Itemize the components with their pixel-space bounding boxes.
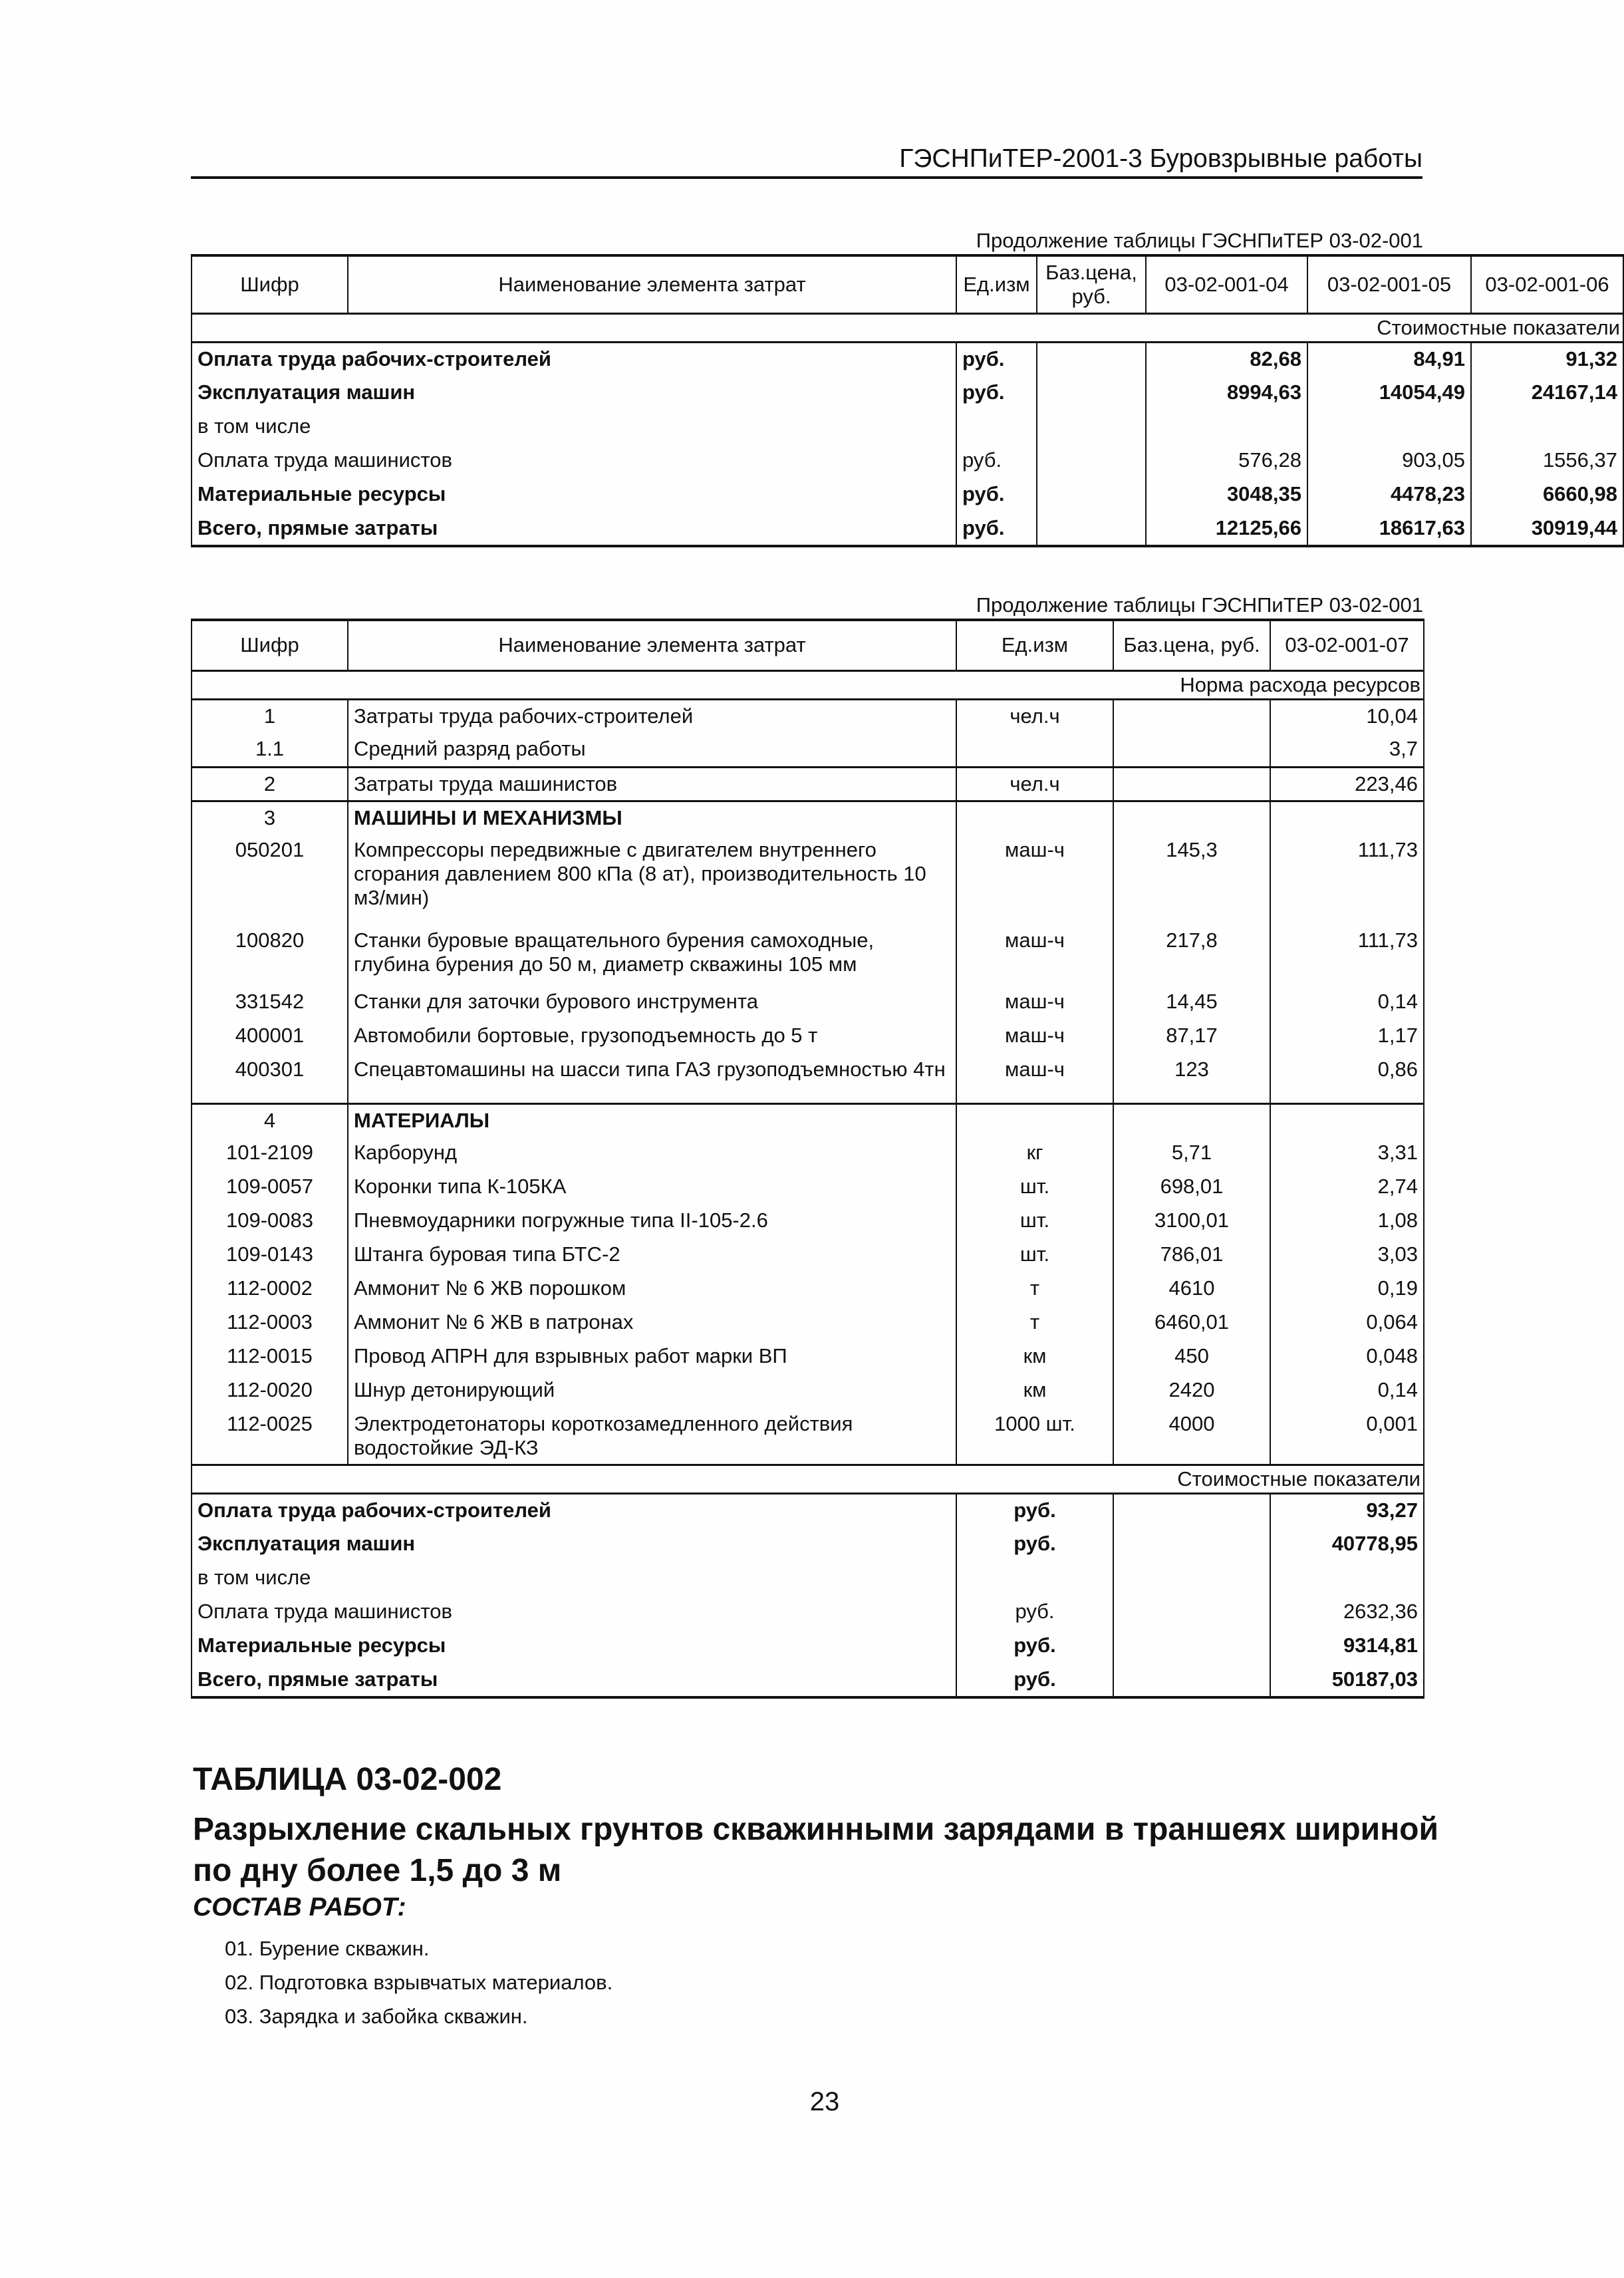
price-cell: 145,3 xyxy=(1113,834,1270,925)
table-row xyxy=(192,1596,1424,1630)
unit-cell: маш-ч xyxy=(956,986,1113,1020)
value-cell: 18617,63 xyxy=(1307,512,1471,546)
norm-cell: 3,31 xyxy=(1270,1137,1424,1171)
name-cell: Аммонит № 6 ЖВ в патронах xyxy=(348,1306,956,1340)
unit-cell: т xyxy=(956,1272,1113,1306)
value-cell: 1556,37 xyxy=(1471,444,1623,478)
name-cell: Затраты труда машинистов xyxy=(348,767,956,801)
norm-cell: 2,74 xyxy=(1270,1171,1424,1205)
price-cell: 4610 xyxy=(1113,1272,1270,1306)
row-label: Оплата труда машинистов xyxy=(192,1596,956,1630)
unit-cell: руб. xyxy=(956,478,1037,512)
value-cell: 93,27 xyxy=(1270,1494,1424,1528)
row-label: Материальные ресурсы xyxy=(192,478,956,512)
unit-cell xyxy=(956,733,1113,767)
price-cell: 4000 xyxy=(1113,1408,1270,1465)
unit-cell: руб. xyxy=(956,512,1037,546)
name-cell: Карборунд xyxy=(348,1137,956,1171)
header-col-07: 03-02-001-07 xyxy=(1270,620,1424,670)
value-cell: 9314,81 xyxy=(1270,1630,1424,1663)
norm-cell: 223,46 xyxy=(1270,767,1424,801)
norm-cell: 0,14 xyxy=(1270,1374,1424,1408)
price-cell: 6460,01 xyxy=(1113,1306,1270,1340)
code-cell: 1.1 xyxy=(192,733,348,767)
unit-cell: шт. xyxy=(956,1238,1113,1272)
unit-cell: руб. xyxy=(956,1596,1113,1630)
code-cell: 112-0002 xyxy=(192,1272,348,1306)
table-row xyxy=(192,1663,1424,1697)
norm-cell: 1,08 xyxy=(1270,1205,1424,1238)
composition-label: СОСТАВ РАБОТ: xyxy=(193,1893,406,1922)
header-col-06: 03-02-001-06 xyxy=(1471,255,1623,314)
norm-cell: 3,03 xyxy=(1270,1238,1424,1272)
unit-cell xyxy=(956,801,1113,834)
unit-cell: руб. xyxy=(956,1494,1113,1528)
value-cell: 576,28 xyxy=(1146,444,1307,478)
table-row xyxy=(192,1137,1424,1171)
unit-cell: руб. xyxy=(956,1663,1113,1697)
unit-cell: маш-ч xyxy=(956,1020,1113,1054)
code-cell: 112-0015 xyxy=(192,1340,348,1374)
norm-cell xyxy=(1270,801,1424,834)
work-item: 03. Зарядка и забойка скважин. xyxy=(225,2005,528,2028)
value-cell: 14054,49 xyxy=(1307,376,1471,410)
price-cell: 2420 xyxy=(1113,1374,1270,1408)
name-cell: МАТЕРИАЛЫ xyxy=(348,1104,956,1137)
name-cell: Станки для заточки бурового инструмента xyxy=(348,986,956,1020)
price-cell: 123 xyxy=(1113,1054,1270,1104)
value-cell: 82,68 xyxy=(1146,343,1307,376)
price-cell xyxy=(1113,1104,1270,1137)
table-row xyxy=(192,1171,1424,1205)
code-cell: 100820 xyxy=(192,925,348,986)
price-cell: 14,45 xyxy=(1113,986,1270,1020)
name-cell: МАШИНЫ И МЕХАНИЗМЫ xyxy=(348,801,956,834)
table1-continuation-note: Продолжение таблицы ГЭСНПиТЕР 03-02-001 xyxy=(976,229,1423,252)
code-cell: 4 xyxy=(192,1104,348,1137)
name-cell: Штанга буровая типа БТС-2 xyxy=(348,1238,956,1272)
norm-cell: 3,7 xyxy=(1270,733,1424,767)
value-cell: 50187,03 xyxy=(1270,1663,1424,1697)
norm-cell: 0,064 xyxy=(1270,1306,1424,1340)
code-cell: 400001 xyxy=(192,1020,348,1054)
norm-cell: 0,048 xyxy=(1270,1340,1424,1374)
table-row xyxy=(192,1374,1424,1408)
value-cell: 8994,63 xyxy=(1146,376,1307,410)
norm-cell: 0,14 xyxy=(1270,986,1424,1020)
name-cell: Станки буровые вращательного бурения самоходные, глубина бурения до 50 м, диаметр скважины 105 мм xyxy=(348,925,956,986)
value-cell: 24167,14 xyxy=(1471,376,1623,410)
table-row xyxy=(192,767,1424,801)
norm-cell: 111,73 xyxy=(1270,834,1424,925)
code-cell: 101-2109 xyxy=(192,1137,348,1171)
code-cell: 2 xyxy=(192,767,348,801)
value-cell: 3048,35 xyxy=(1146,478,1307,512)
row-label: Эксплуатация машин xyxy=(192,376,956,410)
header-code: Шифр xyxy=(192,620,348,670)
unit-cell: км xyxy=(956,1340,1113,1374)
name-cell: Затраты труда рабочих-строителей xyxy=(348,699,956,733)
table-row xyxy=(192,1528,1424,1562)
price-cell: 217,8 xyxy=(1113,925,1270,986)
unit-cell: т xyxy=(956,1306,1113,1340)
price-cell: 87,17 xyxy=(1113,1020,1270,1054)
unit-cell: руб. xyxy=(956,1630,1113,1663)
table2-subheader: Норма расхода ресурсов xyxy=(1270,670,1424,699)
header-unit: Ед.изм xyxy=(956,255,1037,314)
unit-cell: шт. xyxy=(956,1171,1113,1205)
table-row xyxy=(192,1205,1424,1238)
table-row xyxy=(192,699,1424,733)
header-col-04: 03-02-001-04 xyxy=(1146,255,1307,314)
table1-cost-summary xyxy=(191,254,1624,547)
norm-cell: 0,86 xyxy=(1270,1054,1424,1104)
value-cell: 30919,44 xyxy=(1471,512,1623,546)
row-label: Оплата труда рабочих-строителей xyxy=(192,343,956,376)
norm-cell: 1,17 xyxy=(1270,1020,1424,1054)
header-name: Наименование элемента затрат xyxy=(348,620,956,670)
unit-cell: км xyxy=(956,1374,1113,1408)
table-row xyxy=(192,1494,1424,1528)
row-label: Оплата труда машинистов xyxy=(192,444,956,478)
value-cell: 84,91 xyxy=(1307,343,1471,376)
code-cell: 112-0003 xyxy=(192,1306,348,1340)
name-cell: Автомобили бортовые, грузоподъемность до 5 т xyxy=(348,1020,956,1054)
table-row xyxy=(192,1272,1424,1306)
row-label: Оплата труда рабочих-строителей xyxy=(192,1494,956,1528)
value-cell: 91,32 xyxy=(1471,343,1623,376)
value-cell xyxy=(1270,1562,1424,1596)
header-base-price: Баз.цена, руб. xyxy=(1113,620,1270,670)
unit-cell: 1000 шт. xyxy=(956,1408,1113,1465)
table-row xyxy=(192,986,1424,1020)
price-cell: 698,01 xyxy=(1113,1171,1270,1205)
code-cell: 112-0025 xyxy=(192,1408,348,1465)
table2-cost-subheader: Стоимостные показатели xyxy=(1270,1465,1424,1494)
unit-cell xyxy=(956,1104,1113,1137)
code-cell: 3 xyxy=(192,801,348,834)
unit-cell: маш-ч xyxy=(956,925,1113,986)
table-row xyxy=(192,1020,1424,1054)
unit-cell: руб. xyxy=(956,376,1037,410)
value-cell: 903,05 xyxy=(1307,444,1471,478)
price-cell: 5,71 xyxy=(1113,1137,1270,1171)
norm-cell: 0,19 xyxy=(1270,1272,1424,1306)
price-cell: 450 xyxy=(1113,1340,1270,1374)
name-cell: Компрессоры передвижные с двигателем внутреннего сгорания давлением 800 кПа (8 ат), производительность 10 м3/мин) xyxy=(348,834,956,925)
work-item: 01. Бурение скважин. xyxy=(225,1937,430,1960)
table-row xyxy=(192,925,1424,986)
row-label: в том числе xyxy=(192,410,956,444)
header-unit: Ед.изм xyxy=(956,620,1113,670)
price-cell xyxy=(1113,733,1270,767)
header-name: Наименование элемента затрат xyxy=(348,255,956,314)
price-cell xyxy=(1113,699,1270,733)
row-label: в том числе xyxy=(192,1562,956,1596)
name-cell: Шнур детонирующий xyxy=(348,1374,956,1408)
code-cell: 112-0020 xyxy=(192,1374,348,1408)
code-cell: 109-0057 xyxy=(192,1171,348,1205)
value-cell: 40778,95 xyxy=(1270,1528,1424,1562)
table2-resource-norms xyxy=(191,619,1424,1699)
row-label: Эксплуатация машин xyxy=(192,1528,956,1562)
code-cell: 1 xyxy=(192,699,348,733)
table-row xyxy=(192,733,1424,767)
price-cell xyxy=(1113,767,1270,801)
price-cell: 786,01 xyxy=(1113,1238,1270,1272)
page-number: 23 xyxy=(809,2087,840,2116)
unit-cell: маш-ч xyxy=(956,1054,1113,1104)
name-cell: Электродетонаторы короткозамедленного действия водостойкие ЭД-КЗ xyxy=(348,1408,956,1465)
header-base-price: Баз.цена, руб. xyxy=(1037,255,1146,314)
header-code: Шифр xyxy=(192,255,348,314)
header-col-05: 03-02-001-05 xyxy=(1307,255,1471,314)
value-cell: 12125,66 xyxy=(1146,512,1307,546)
table-row xyxy=(192,1630,1424,1663)
code-cell: 109-0143 xyxy=(192,1238,348,1272)
section-description: Разрыхление скальных грунтов скважинными зарядами в траншеях шириной по дну более 1,5 до 3 м xyxy=(193,1812,1439,1888)
code-cell: 109-0083 xyxy=(192,1205,348,1238)
table1-subheader: Стоимостные показатели xyxy=(1146,314,1623,343)
value-cell: 2632,36 xyxy=(1270,1596,1424,1630)
row-label: Всего, прямые затраты xyxy=(192,512,956,546)
name-cell: Спецавтомашины на шасси типа ГАЗ грузоподъемностью 4тн xyxy=(348,1054,956,1104)
running-header: ГЭСНПиТЕР-2001-3 Буровзрывные работы xyxy=(899,144,1422,173)
name-cell: Пневмоударники погружные типа II-105-2.6 xyxy=(348,1205,956,1238)
norm-cell: 10,04 xyxy=(1270,699,1424,733)
price-cell xyxy=(1113,801,1270,834)
table2-continuation-note: Продолжение таблицы ГЭСНПиТЕР 03-02-001 xyxy=(976,593,1423,617)
header-rule xyxy=(191,176,1422,179)
table-row xyxy=(192,1104,1424,1137)
unit-cell: маш-ч xyxy=(956,834,1113,925)
norm-cell xyxy=(1270,1104,1424,1137)
unit-cell: руб. xyxy=(956,1528,1113,1562)
table-row xyxy=(192,1562,1424,1596)
table-row xyxy=(192,1306,1424,1340)
value-cell: 4478,23 xyxy=(1307,478,1471,512)
unit-cell xyxy=(956,1562,1113,1596)
table-row xyxy=(192,1238,1424,1272)
price-cell: 3100,01 xyxy=(1113,1205,1270,1238)
unit-cell: чел.ч xyxy=(956,699,1113,733)
table-row xyxy=(192,834,1424,925)
code-cell: 331542 xyxy=(192,986,348,1020)
norm-cell: 0,001 xyxy=(1270,1408,1424,1465)
row-label: Всего, прямые затраты xyxy=(192,1663,956,1697)
name-cell: Аммонит № 6 ЖВ порошком xyxy=(348,1272,956,1306)
name-cell: Провод АПРН для взрывных работ марки ВП xyxy=(348,1340,956,1374)
unit-cell: руб. xyxy=(956,444,1037,478)
table-row xyxy=(192,1054,1424,1104)
value-cell: 6660,98 xyxy=(1471,478,1623,512)
unit-cell: кг xyxy=(956,1137,1113,1171)
name-cell: Коронки типа К-105КА xyxy=(348,1171,956,1205)
name-cell: Средний разряд работы xyxy=(348,733,956,767)
unit-cell: шт. xyxy=(956,1205,1113,1238)
unit-cell: чел.ч xyxy=(956,767,1113,801)
code-cell: 050201 xyxy=(192,834,348,925)
table-row xyxy=(192,1408,1424,1465)
table-row xyxy=(192,801,1424,834)
code-cell: 400301 xyxy=(192,1054,348,1104)
norm-cell: 111,73 xyxy=(1270,925,1424,986)
work-item: 02. Подготовка взрывчатых материалов. xyxy=(225,1971,613,1994)
table-row xyxy=(192,1340,1424,1374)
row-label: Материальные ресурсы xyxy=(192,1630,956,1663)
section-title: ТАБЛИЦА 03-02-002 xyxy=(193,1762,502,1797)
unit-cell: руб. xyxy=(956,343,1037,376)
